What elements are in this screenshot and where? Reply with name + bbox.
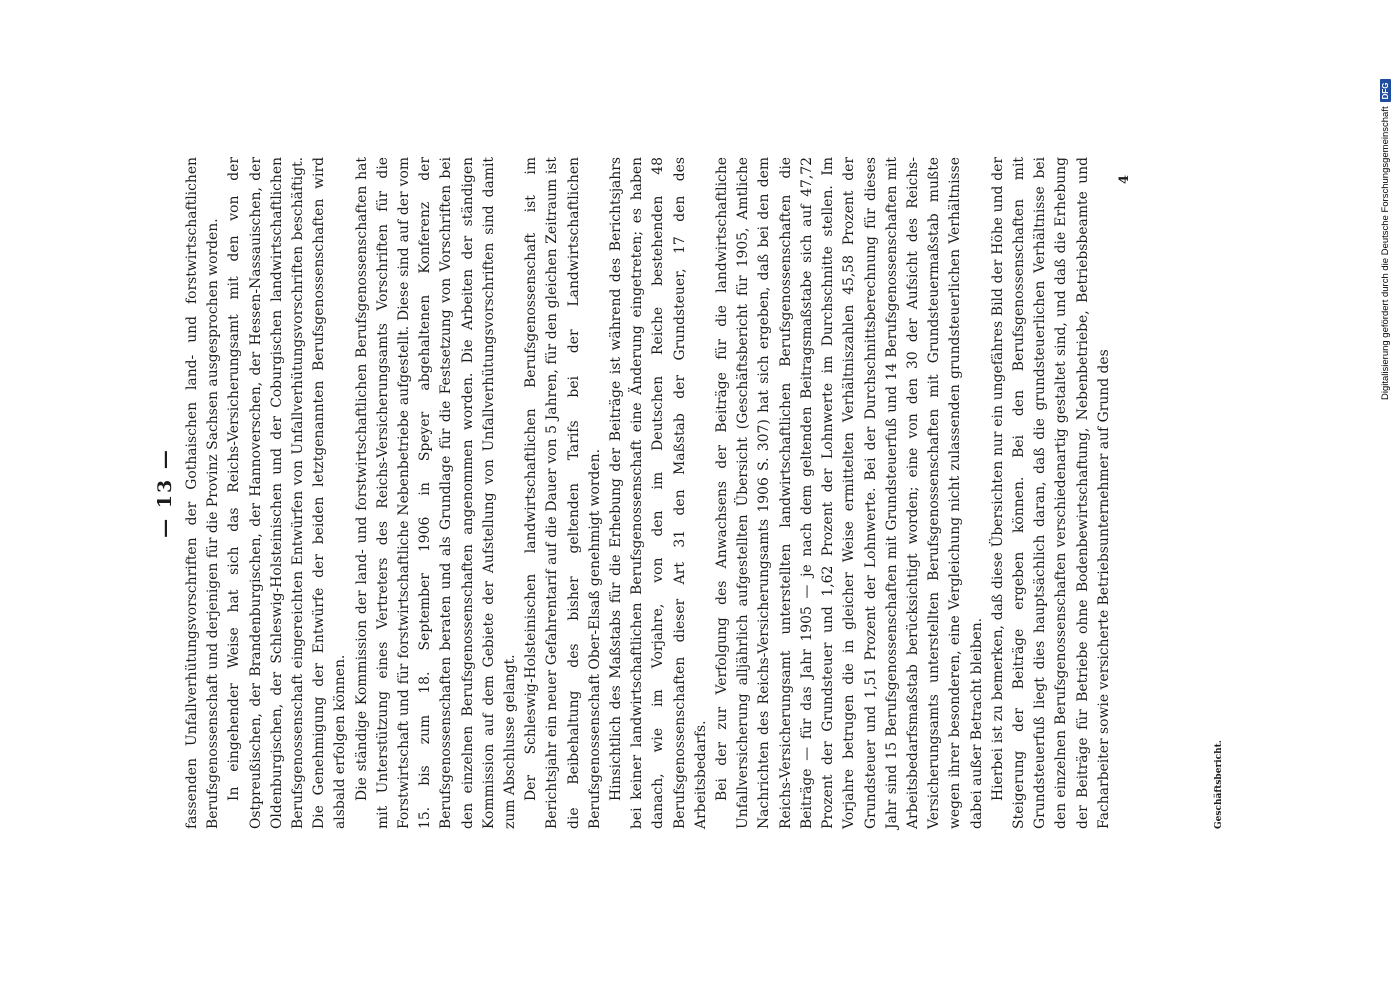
sheet-signature: 4 bbox=[1116, 175, 1132, 185]
body-text bbox=[182, 153, 1115, 833]
rotated-page bbox=[148, 153, 1228, 833]
paragraph-7: Hierbei ist zu bemerken, daß diese Übersichten nur ein ungefähres Bild der Höhe und der Steigerung der Beiträge ergeben können. Bei den Berufsgenossenschaften mit Grundsteuerfuß liegt dies hauptsächlich daran, daß die grundsteuerlichen Verhältnisse bei den einzelnen Berufsgenossenschaften verschiedenartig gestaltet sind, und daß die Erhebung der Beiträge für Betriebe ohne Bodenbewirtschaftung, Nebenbetriebe, Betriebsbeamte und Facharbeiter sowie versicherte Betriebsunternehmer auf Grund des bbox=[989, 157, 1112, 829]
dfg-logo: DFG bbox=[1380, 80, 1391, 103]
paragraph-1: fassenden Unfallverhütungsvorschriften der Gothaischen land- und forstwirtschaftlichen Berufsgenossenschaft und derjenigen für die Provinz Sachsen ausgesprochen worden. bbox=[184, 157, 222, 829]
caption-text: Digitalisierung gefördert durch die Deutsche Forschungsgemeinschaft bbox=[1379, 106, 1391, 400]
paragraph-3: Die ständige Kommission der land- und forstwirtschaftlichen Berufsgenossenschaften hat mit Unterstützung eines Vertreters des Reichs-Versicherungsamts Vorschriften für die Forstwirtschaft und für forstwirtschaftliche Nebenbetriebe aufgestellt. Diese sind auf der vom 15. bis zum 18. September 1906 in Speyer abgehaltenen Konferenz der Berufsgenossenschaften beraten und als Grundlage für die Festsetzung von Vorschriften bei den einzelnen Berufsgenossenschaften angenommen worden. Die Arbeiten der ständigen Kommission auf dem Gebiete der Aufstellung von Unfallverhütungsvorschriften sind damit zum Abschlusse gelangt. bbox=[353, 157, 519, 829]
footer-label: Geschäftsbericht. bbox=[1214, 740, 1224, 829]
paragraph-2: In eingehender Weise hat sich das Reichs-Versicherungsamt mit den von der Ostpreußischen, der Brandenburgischen, der Hannoverschen, der Hessen-Nassauischen, der Oldenburgischen, der Schleswig-Holsteinischen und der Coburgischen landwirtschaftlichen Berufsgenossenschaft eingereichten Entwürfen von Unfallverhütungsvorschriften beschäftigt. Die Genehmigung der Entwürfe der beiden letztgenannten Berufsgenossenschaften wird alsbald erfolgen können. bbox=[226, 157, 349, 829]
paragraph-6: Bei der zur Verfolgung des Anwachsens der Beiträge für die landwirtschaftliche Unfallversicherung alljährlich aufgestellten Übersicht (Geschäftsbericht für 1905, Amtliche Nachrichten des Reichs-Versicherungsamts 1906 S. 307) hat sich ergeben, daß bei den dem Reichs-Versicherungsamt unterstellten landwirtschaftlichen Berufsgenossenschaften die Beiträge — für das Jahr 1905 — je nach dem geltenden Beitragsmaßstabe sich auf 47,72 Prozent der Grundsteuer und 1,62 Prozent der Lohnwerte im Durchschnitte stellen. Im Vorjahre betrugen die in gleicher Weise ermittelten Verhältniszahlen 45,58 Prozent der Grundsteuer und 1,51 Prozent der Lohnwerte. Bei der Durchschnittsberechnung für dieses Jahr sind 15 Berufsgenossenschaften mit Grundsteuerfuß und 14 Berufsgenossenschaften mit Arbeitsbedarfsmaßstab berücksichtigt worden; eine von den 30 der Aufsicht des Reichs-Versicherungsamts unterstellten Berufsgenossenschaften mit Grundsteuermaßstab mußte wegen ihrer besonderen, eine Vergleichung nicht zulassenden grundsteuerlichen Verhältnisse dabei außer Betracht bleiben. bbox=[714, 157, 985, 829]
digitization-caption bbox=[1377, 0, 1393, 400]
paragraph-5: Hinsichtlich des Maßstabs für die Erhebung der Beiträge ist während des Berichtsjahrs bei keiner landwirtschaftlichen Berufsgenossenschaft eine Änderung eingetreten; es haben danach, wie im Vorjahre, von den im Deutschen Reiche bestehenden 48 Berufsgenossenschaften dieser Art 31 den Maßstab der Grundsteuer, 17 den des Arbeitsbedarfs. bbox=[608, 157, 709, 829]
page-number-header: — 13 — bbox=[154, 448, 176, 538]
paragraph-4: Der Schleswig-Holsteinischen landwirtschaftlichen Berufsgenossenschaft ist im Berichtsjahr ein neuer Gefahrentarif auf die Dauer von 5 Jahren, für den gleichen Zeitraum ist die Beibehaltung des bisher geltenden Tarifs bei der Landwirtschaftlichen Berufsgenossenschaft Ober-Elsaß genehmigt worden. bbox=[523, 157, 603, 829]
